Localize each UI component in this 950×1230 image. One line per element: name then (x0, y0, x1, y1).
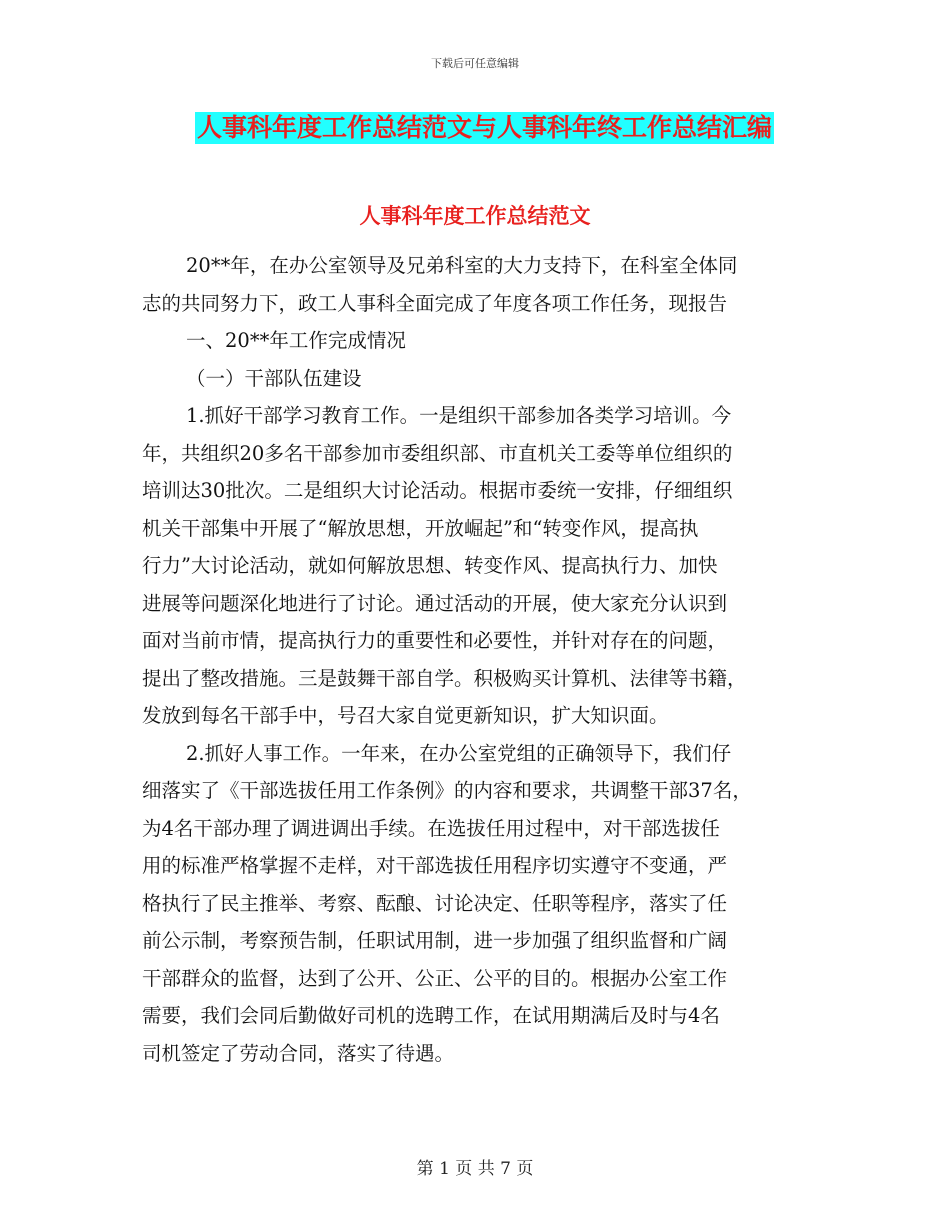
paragraph-line: 面对当前市情，提高执行力的重要性和必要性，并针对存在的问题， (142, 629, 728, 652)
document-main-title: 人事科年度工作总结范文与人事科年终工作总结汇编 (197, 113, 773, 142)
page-footer: 第 1 页 共 7 页 (416, 1159, 534, 1179)
paragraph-line: 细落实了《干部选拔任用工作条例》的内容和要求，共调整干部37名， (142, 779, 752, 802)
subsection-heading: （一）干部队伍建设 (186, 366, 362, 390)
paragraph-line: 前公示制，考察预告制，任职试用制，进一步加强了组织监督和广阔 (142, 929, 728, 952)
section-heading: 一、20**年工作完成情况 (186, 329, 406, 352)
paragraph-line: 机关干部集中开展了“解放思想，开放崛起”和“转变作风，提高执 (142, 516, 699, 540)
paragraph-line: 干部群众的监督，达到了公开、公正、公平的目的。根据办公室工作 (142, 966, 728, 990)
paragraph-line: 为4名干部办理了调进调出手续。在选拔任用过程中，对干部选拔任 (142, 816, 720, 840)
paragraph-line: 发放到每名干部手中，号召大家自觉更新知识，扩大知识面。 (142, 704, 669, 727)
document-body (142, 247, 812, 1072)
paragraph-line: 进展等问题深化地进行了讨论。通过活动的开展，使大家充分认识到 (142, 591, 728, 615)
paragraph-line: 培训达30批次。二是组织大讨论活动。根据市委统一安排，仔细组织 (142, 479, 733, 502)
header-note: 下载后可任意编辑 (431, 57, 519, 70)
paragraph-line: 提出了整改措施。三是鼓舞干部自学。积极购买计算机、法律等书籍， (142, 666, 747, 690)
paragraph-line: 格执行了民主推举、考察、酝酿、讨论决定、任职等程序，落实了任 (142, 891, 728, 915)
paragraph-line: 司机签定了劳动合同，落实了待遇。 (142, 1041, 455, 1065)
paragraph-line: 用的标准严格掌握不走样，对干部选拔任用程序切实遵守不变通，严 (142, 854, 728, 877)
paragraph-line: 2.抓好人事工作。一年来，在办公室党组的正确领导下，我们仔 (186, 741, 732, 765)
paragraph-line: 年，共组织20多名干部参加市委组织部、市直机关工委等单位组织的 (142, 441, 733, 465)
paragraph-line: 1.抓好干部学习教育工作。一是组织干部参加各类学习培训。今 (186, 404, 732, 427)
paragraph-line: 行力”大讨论活动，就如何解放思想、转变作风、提高执行力、加快 (142, 554, 718, 577)
paragraph-line: 志的共同努力下，政工人事科全面完成了年度各项工作任务，现报告 (142, 291, 728, 315)
paragraph-line: 需要，我们会同后勤做好司机的选聘工作，在试用期满后及时与4名 (142, 1004, 720, 1027)
document-sub-title: 人事科年度工作总结范文 (359, 204, 591, 228)
paragraph-line: 20**年，在办公室领导及兄弟科室的大力支持下，在科室全体同 (186, 254, 738, 277)
